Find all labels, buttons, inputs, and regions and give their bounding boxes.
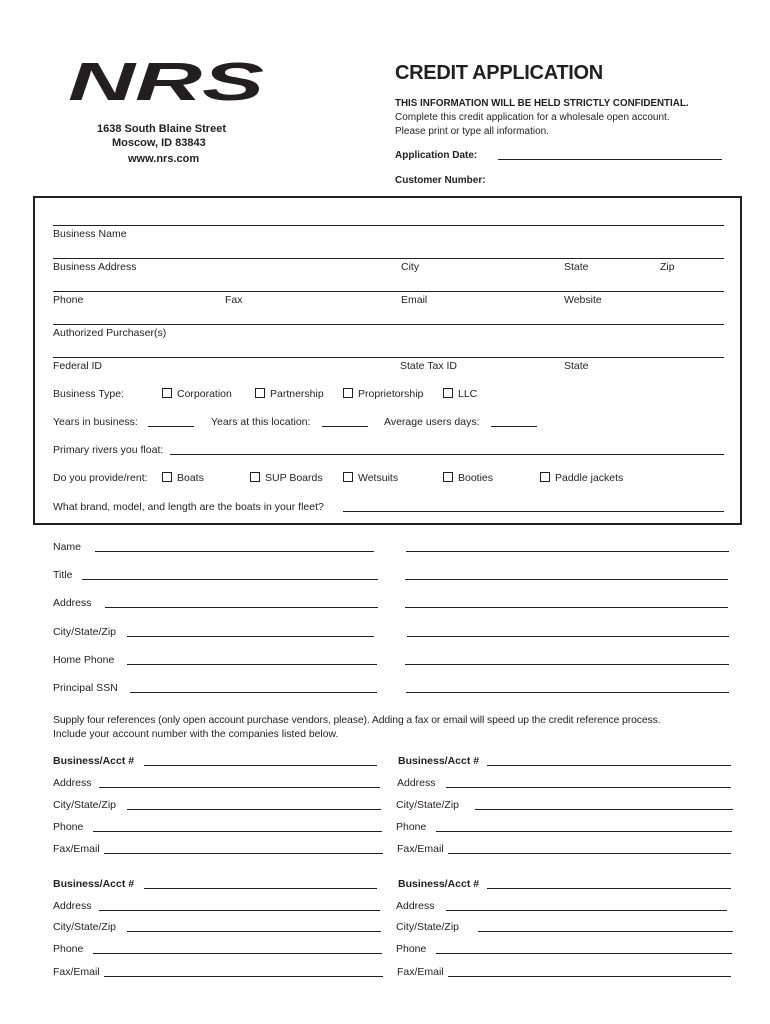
ref3-city-state-zip-label: City/State/Zip	[53, 921, 117, 933]
ref4-city-state-zip-label: City/State/Zip	[396, 921, 460, 933]
provide-rent-label: Do you provide/rent:	[53, 472, 148, 484]
ref4-fax-email-field[interactable]	[448, 966, 731, 977]
checkbox-box[interactable]	[443, 472, 453, 482]
ref3-business-acct-field[interactable]	[144, 878, 377, 889]
checkbox-llc[interactable]	[443, 388, 477, 400]
principal-city-state-zip-field-2[interactable]	[407, 626, 729, 637]
principal-address-field-2[interactable]	[405, 597, 728, 608]
state-label-2: State	[564, 360, 589, 372]
ref1-fax-email-label: Fax/Email	[53, 843, 100, 855]
ref3-phone-field[interactable]	[93, 943, 382, 954]
checkbox-box[interactable]	[540, 472, 550, 482]
fleet-question-label: What brand, model, and length are the boats in your fleet?	[53, 501, 324, 513]
principal-ssn-field-1[interactable]	[130, 682, 377, 693]
principal-address-label: Address	[53, 597, 92, 609]
ref2-phone-field[interactable]	[436, 821, 732, 832]
checkbox-box[interactable]	[343, 388, 353, 398]
years-at-location-label: Years at this location:	[211, 416, 311, 428]
ref4-address-label: Address	[396, 900, 435, 912]
business-name-line[interactable]	[53, 225, 724, 226]
checkbox-sup-boards[interactable]	[250, 472, 323, 484]
city-label: City	[401, 261, 420, 273]
page-title: CREDIT APPLICATION	[395, 62, 603, 84]
primary-rivers-label: Primary rivers you float:	[53, 444, 164, 456]
checkbox-box[interactable]	[343, 472, 353, 482]
nrs-logo	[66, 58, 266, 106]
ref3-fax-email-field[interactable]	[104, 966, 383, 977]
application-date-label: Application Date:	[395, 150, 478, 161]
state-label: State	[564, 261, 589, 273]
primary-rivers-field[interactable]	[170, 444, 724, 455]
zip-label: Zip	[660, 261, 675, 273]
ref1-city-state-zip-label: City/State/Zip	[53, 799, 117, 811]
ref1-address-label: Address	[53, 777, 92, 789]
ref1-phone-field[interactable]	[93, 821, 382, 832]
checkbox-wetsuits[interactable]	[343, 472, 398, 484]
checkbox-proprietorship[interactable]	[343, 388, 423, 400]
checkbox-box[interactable]	[250, 472, 260, 482]
checkbox-box[interactable]	[255, 388, 265, 398]
ref4-business-acct-field[interactable]	[487, 878, 731, 889]
ref4-phone-label: Phone	[396, 943, 427, 955]
customer-number-label: Customer Number:	[395, 175, 486, 186]
checkbox-box[interactable]	[162, 388, 172, 398]
checkbox-label: Paddle jackets	[555, 472, 624, 484]
checkbox-corporation[interactable]	[162, 388, 232, 400]
ref3-fax-email-label: Fax/Email	[53, 966, 100, 978]
checkbox-booties[interactable]	[443, 472, 493, 484]
principal-city-state-zip-field-1[interactable]	[127, 626, 374, 637]
checkbox-label: Proprietorship	[358, 388, 424, 400]
ref2-fax-email-label: Fax/Email	[397, 843, 444, 855]
business-name-label: Business Name	[53, 228, 127, 240]
instructions-line1: Complete this credit application for a wholesale open account.	[395, 112, 670, 123]
phone-line[interactable]	[53, 291, 724, 292]
years-in-business-field[interactable]	[148, 416, 194, 427]
principal-home-phone-field-1[interactable]	[127, 654, 377, 665]
ref2-business-acct-label: Business/Acct #	[398, 755, 480, 767]
checkbox-box[interactable]	[443, 388, 453, 398]
ref1-phone-label: Phone	[53, 821, 84, 833]
principal-address-field-1[interactable]	[105, 597, 378, 608]
checkbox-boats[interactable]	[162, 472, 204, 484]
principal-title-label: Title	[53, 569, 73, 581]
principal-name-label: Name	[53, 541, 82, 553]
principal-title-field-2[interactable]	[405, 569, 728, 580]
authorized-purchasers-label: Authorized Purchaser(s)	[53, 327, 167, 339]
principal-home-phone-label: Home Phone	[53, 654, 115, 666]
state-tax-id-label: State Tax ID	[400, 360, 458, 372]
ref2-address-label: Address	[397, 777, 436, 789]
years-in-business-label: Years in business:	[53, 416, 138, 428]
authorized-purchasers-line[interactable]	[53, 324, 724, 325]
principal-title-field-1[interactable]	[82, 569, 378, 580]
principal-home-phone-field-2[interactable]	[405, 654, 729, 665]
fleet-answer-field[interactable]	[343, 501, 724, 512]
principal-name-field-2[interactable]	[406, 541, 729, 552]
fax-label: Fax	[225, 294, 243, 306]
logo-text: NRS	[68, 58, 264, 106]
principal-ssn-field-2[interactable]	[406, 682, 729, 693]
ref4-business-acct-label: Business/Acct #	[398, 878, 480, 890]
ref4-phone-field[interactable]	[436, 943, 732, 954]
ref4-address-field[interactable]	[446, 900, 727, 911]
average-users-days-field[interactable]	[491, 416, 537, 427]
ref4-city-state-zip-field[interactable]	[478, 921, 733, 932]
checkbox-label: Corporation	[177, 388, 232, 400]
federal-id-label: Federal ID	[53, 360, 103, 372]
ref1-city-state-zip-field[interactable]	[127, 799, 381, 810]
references-intro-line2: Include your account number with the companies listed below.	[53, 729, 339, 740]
checkbox-label: SUP Boards	[265, 472, 323, 484]
references-intro-line1: Supply four references (only open account purchase vendors, please). Adding a fax or email will speed up the credit reference process.	[53, 715, 661, 726]
ref3-business-acct-label: Business/Acct #	[53, 878, 135, 890]
business-address-line[interactable]	[53, 258, 724, 259]
instructions-line2: Please print or type all information.	[395, 126, 549, 137]
checkbox-label: LLC	[458, 388, 478, 400]
website-label: Website	[564, 294, 602, 306]
checkbox-label: Booties	[458, 472, 494, 484]
ref3-address-field[interactable]	[99, 900, 380, 911]
ref2-city-state-zip-field[interactable]	[475, 799, 733, 810]
checkbox-label: Boats	[177, 472, 204, 484]
company-address-line2: Moscow, ID 83843	[112, 137, 206, 149]
checkbox-partnership[interactable]	[255, 388, 324, 400]
principal-ssn-label: Principal SSN	[53, 682, 118, 694]
ref3-city-state-zip-field[interactable]	[127, 921, 381, 932]
average-users-days-label: Average users days:	[384, 416, 480, 428]
checkbox-label: Partnership	[270, 388, 324, 400]
checkbox-paddle-jackets[interactable]	[540, 472, 623, 484]
email-label: Email	[401, 294, 428, 306]
ref3-phone-label: Phone	[53, 943, 84, 955]
business-address-label: Business Address	[53, 261, 137, 273]
company-website[interactable]: www.nrs.com	[128, 153, 200, 165]
nrs-logo-graphic	[66, 58, 266, 106]
years-at-location-field[interactable]	[322, 416, 368, 427]
application-date-field[interactable]	[498, 148, 722, 160]
ref1-fax-email-field[interactable]	[104, 843, 383, 854]
ref2-address-field[interactable]	[446, 777, 731, 788]
business-type-label: Business Type:	[53, 388, 125, 400]
confidential-notice: THIS INFORMATION WILL BE HELD STRICTLY CONFIDENTIAL.	[395, 98, 689, 109]
phone-label: Phone	[53, 294, 84, 306]
checkbox-box[interactable]	[162, 472, 172, 482]
checkbox-label: Wetsuits	[358, 472, 399, 484]
ref2-city-state-zip-label: City/State/Zip	[396, 799, 460, 811]
ref4-fax-email-label: Fax/Email	[397, 966, 444, 978]
federal-id-line[interactable]	[53, 357, 724, 358]
principal-name-field-1[interactable]	[95, 541, 374, 552]
ref1-business-acct-label: Business/Acct #	[53, 755, 135, 767]
ref3-address-label: Address	[53, 900, 92, 912]
ref1-business-acct-field[interactable]	[144, 755, 377, 766]
ref2-fax-email-field[interactable]	[448, 843, 731, 854]
principal-city-state-zip-label: City/State/Zip	[53, 626, 117, 638]
ref2-phone-label: Phone	[396, 821, 427, 833]
ref2-business-acct-field[interactable]	[487, 755, 731, 766]
company-address-line1: 1638 South Blaine Street	[97, 123, 226, 135]
ref1-address-field[interactable]	[99, 777, 380, 788]
